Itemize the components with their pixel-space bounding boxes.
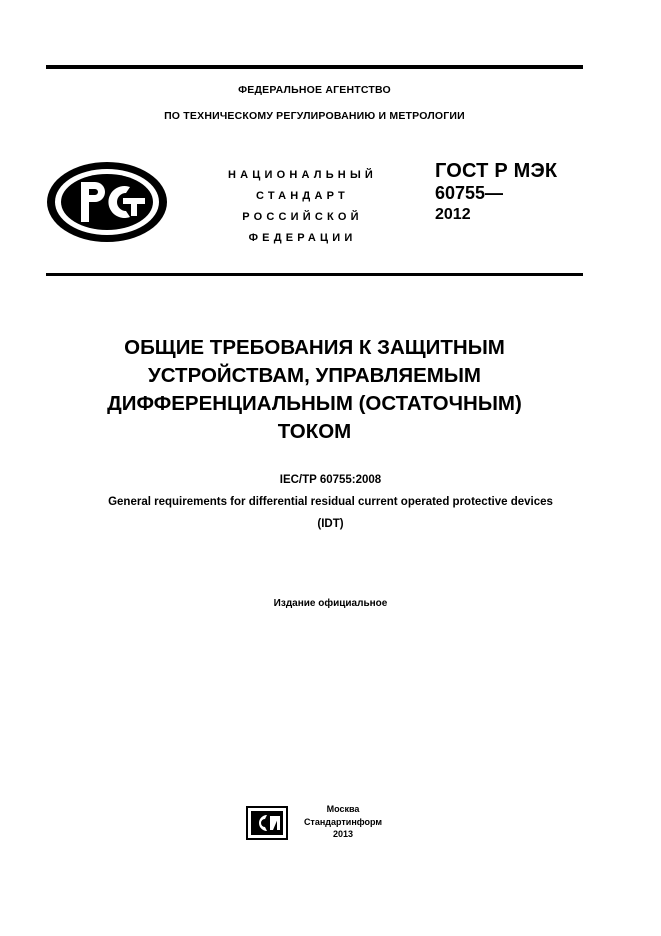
publisher-year: 2013: [332, 829, 354, 839]
document-title-line: ОБЩИЕ ТРЕБОВАНИЯ К ЗАЩИТНЫМ: [124, 336, 505, 359]
publisher-name: Стандартинформ: [303, 816, 383, 827]
iec-reference-code: IEC/TP 60755:2008: [279, 474, 382, 486]
standard-number-line-3: 2012: [435, 206, 471, 223]
standard-number-line-1: ГОСТ Р МЭК: [435, 160, 558, 182]
agency-name-line-2: ПО ТЕХНИЧЕСКОМУ РЕГУЛИРОВАНИЮ И МЕТРОЛОГИИ: [164, 110, 465, 122]
agency-name-line-1: ФЕДЕРАЛЬНОЕ АГЕНТСТВО: [238, 84, 391, 96]
national-standard-line: ФЕДЕРАЦИИ: [248, 232, 357, 244]
iec-reference-title: General requirements for differential residual current operated protective devices: [108, 496, 553, 508]
middle-rule: [46, 273, 583, 276]
national-standard-line: РОССИЙСКОЙ: [242, 211, 363, 223]
top-rule: [46, 65, 583, 69]
document-title-line: ДИФФЕРЕНЦИАЛЬНЫМ (ОСТАТОЧНЫМ): [107, 392, 522, 415]
publisher-info: [298, 803, 388, 841]
document-title-line: ТОКОМ: [277, 420, 352, 443]
standartinform-logo-icon: [246, 806, 288, 840]
national-standard-line: НАЦИОНАЛЬНЫЙ: [227, 169, 378, 181]
standard-number: [435, 160, 585, 226]
official-edition-label: Издание официальное: [273, 598, 388, 609]
national-standard-label: [210, 165, 395, 249]
gost-r-certification-mark-icon: [44, 160, 170, 244]
document-title-line: УСТРОЙСТВАМ, УПРАВЛЯЕМЫМ: [148, 364, 481, 387]
document-title: [46, 334, 583, 446]
standard-number-line-2: 60755—: [435, 183, 504, 203]
iec-equivalence-marker: (IDT): [317, 518, 344, 530]
publisher-city: Москва: [326, 804, 360, 814]
national-standard-line: СТАНДАРТ: [256, 190, 349, 202]
